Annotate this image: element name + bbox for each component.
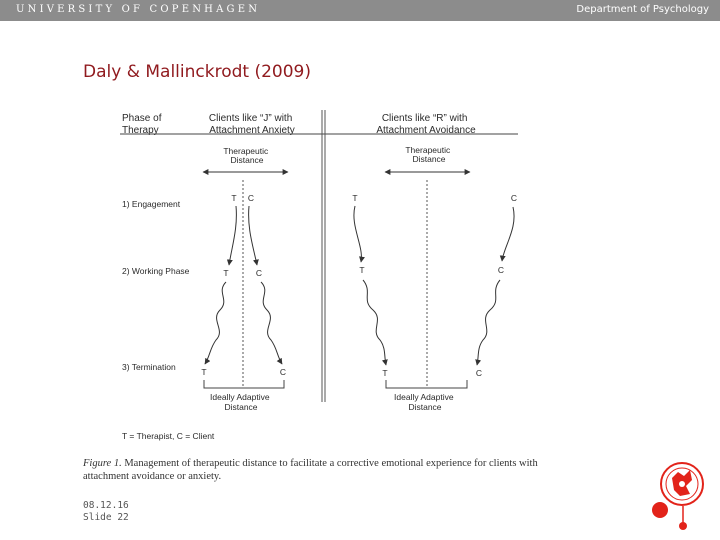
therapeutic-distance-label-right: Therapeutic Distance [405, 145, 451, 164]
avoidance-t-arrow-2 [363, 280, 386, 365]
slide-footer [83, 500, 129, 524]
anxiety-header: Clients like “J” with Attachment Anxiety [208, 113, 295, 136]
avoidance-header: Clients like “R” with Attachment Avoidance [376, 113, 476, 136]
avoidance-t-termination: T [382, 368, 388, 378]
anxiety-c-arrow-2 [261, 282, 282, 364]
avoidance-c-engagement: C [510, 193, 518, 203]
phase-working: 2) Working Phase [122, 266, 190, 276]
anxiety-t-working: T [223, 268, 229, 278]
avoidance-t-arrow-1 [354, 206, 362, 262]
slide-number: Slide 22 [83, 512, 129, 523]
slide-title: Daly & Mallinckrodt (2009) [83, 62, 311, 82]
ideal-distance-label-left: Ideally Adaptive Distance [210, 392, 270, 412]
anxiety-c-engagement: C [247, 193, 255, 203]
ideal-distance-label-right: Ideally Adaptive Distance [394, 392, 454, 412]
anxiety-t-arrow-2 [205, 282, 226, 364]
anxiety-c-arrow-1 [249, 206, 257, 265]
department-name: Department of Psychology [576, 4, 709, 15]
anxiety-t-arrow-1 [229, 206, 236, 265]
avoidance-t-working: T [359, 265, 365, 275]
avoidance-t-engagement: T [352, 193, 358, 203]
avoidance-c-termination: C [475, 368, 483, 378]
university-name: UNIVERSITY OF COPENHAGEN [16, 4, 261, 15]
anxiety-t-termination: T [201, 367, 207, 377]
figure-caption [83, 457, 573, 483]
anxiety-t-engagement: T [231, 193, 237, 203]
therapeutic-distance-label-left: Therapeutic Distance [223, 146, 269, 165]
figure-caption-label: Figure 1. [83, 458, 122, 469]
slide-date: 08.12.16 [83, 500, 129, 511]
figure-legend: T = Therapist, C = Client [122, 431, 215, 441]
anxiety-c-termination: C [279, 367, 287, 377]
avoidance-c-arrow-1 [502, 207, 514, 261]
anxiety-c-working: C [255, 268, 263, 278]
avoidance-c-arrow-2 [477, 280, 500, 365]
phase-header: Phase of Therapy [122, 113, 162, 136]
figure-caption-text: Management of therapeutic distance to facilitate a corrective emotional experience for clients with attachment avoidance or anxiety. [83, 458, 538, 482]
phase-termination: 3) Termination [122, 362, 176, 372]
ideal-distance-bracket-left [204, 380, 284, 388]
avoidance-c-working: C [497, 265, 505, 275]
phase-engagement: 1) Engagement [122, 199, 181, 209]
